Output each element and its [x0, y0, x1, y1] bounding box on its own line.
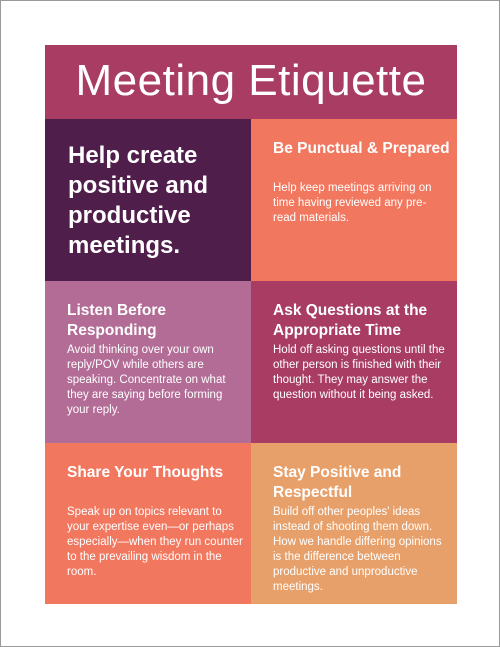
etiquette-poster [45, 45, 457, 604]
intro-headline: Help create positive and productive meetings. [68, 142, 209, 259]
tip-title-share: Share Your Thoughts [67, 464, 224, 481]
title-banner [45, 45, 457, 119]
tip-tile-share [45, 443, 251, 604]
tip-body-punctual: Help keep meetings arriving on time having reviewed any pre-read materials. [273, 182, 432, 224]
tip-body-ask: Hold off asking questions until the other person is finished with their thought. They may answer the question without it being asked. [273, 344, 445, 401]
intro-tile [45, 119, 251, 281]
tip-body-positive: Build off other peoples' ideas instead of shooting them down. How we handle differing opinions is the difference between productive and unproductive meetings. [273, 506, 442, 593]
tip-title-ask: Ask Questions at the Appropriate Time [273, 302, 428, 339]
poster-title: Meeting Etiquette [75, 56, 427, 105]
tip-body-listen: Avoid thinking over your own reply/POV while others are speaking. Concentrate on what they are saying before forming your reply. [67, 344, 226, 416]
tip-tile-positive [251, 443, 457, 604]
tip-body-share: Speak up on topics relevant to your expertise even—or perhaps especially—when they run counter to the prevailing wisdom in the room. [67, 506, 243, 578]
tip-title-listen: Listen Before Responding [67, 302, 167, 339]
tip-tile-punctual [251, 119, 457, 281]
tip-tile-listen [45, 281, 251, 443]
tip-tile-ask [251, 281, 457, 443]
tip-title-positive: Stay Positive and Respectful [273, 464, 402, 501]
tip-title-punctual: Be Punctual & Prepared [273, 140, 450, 157]
